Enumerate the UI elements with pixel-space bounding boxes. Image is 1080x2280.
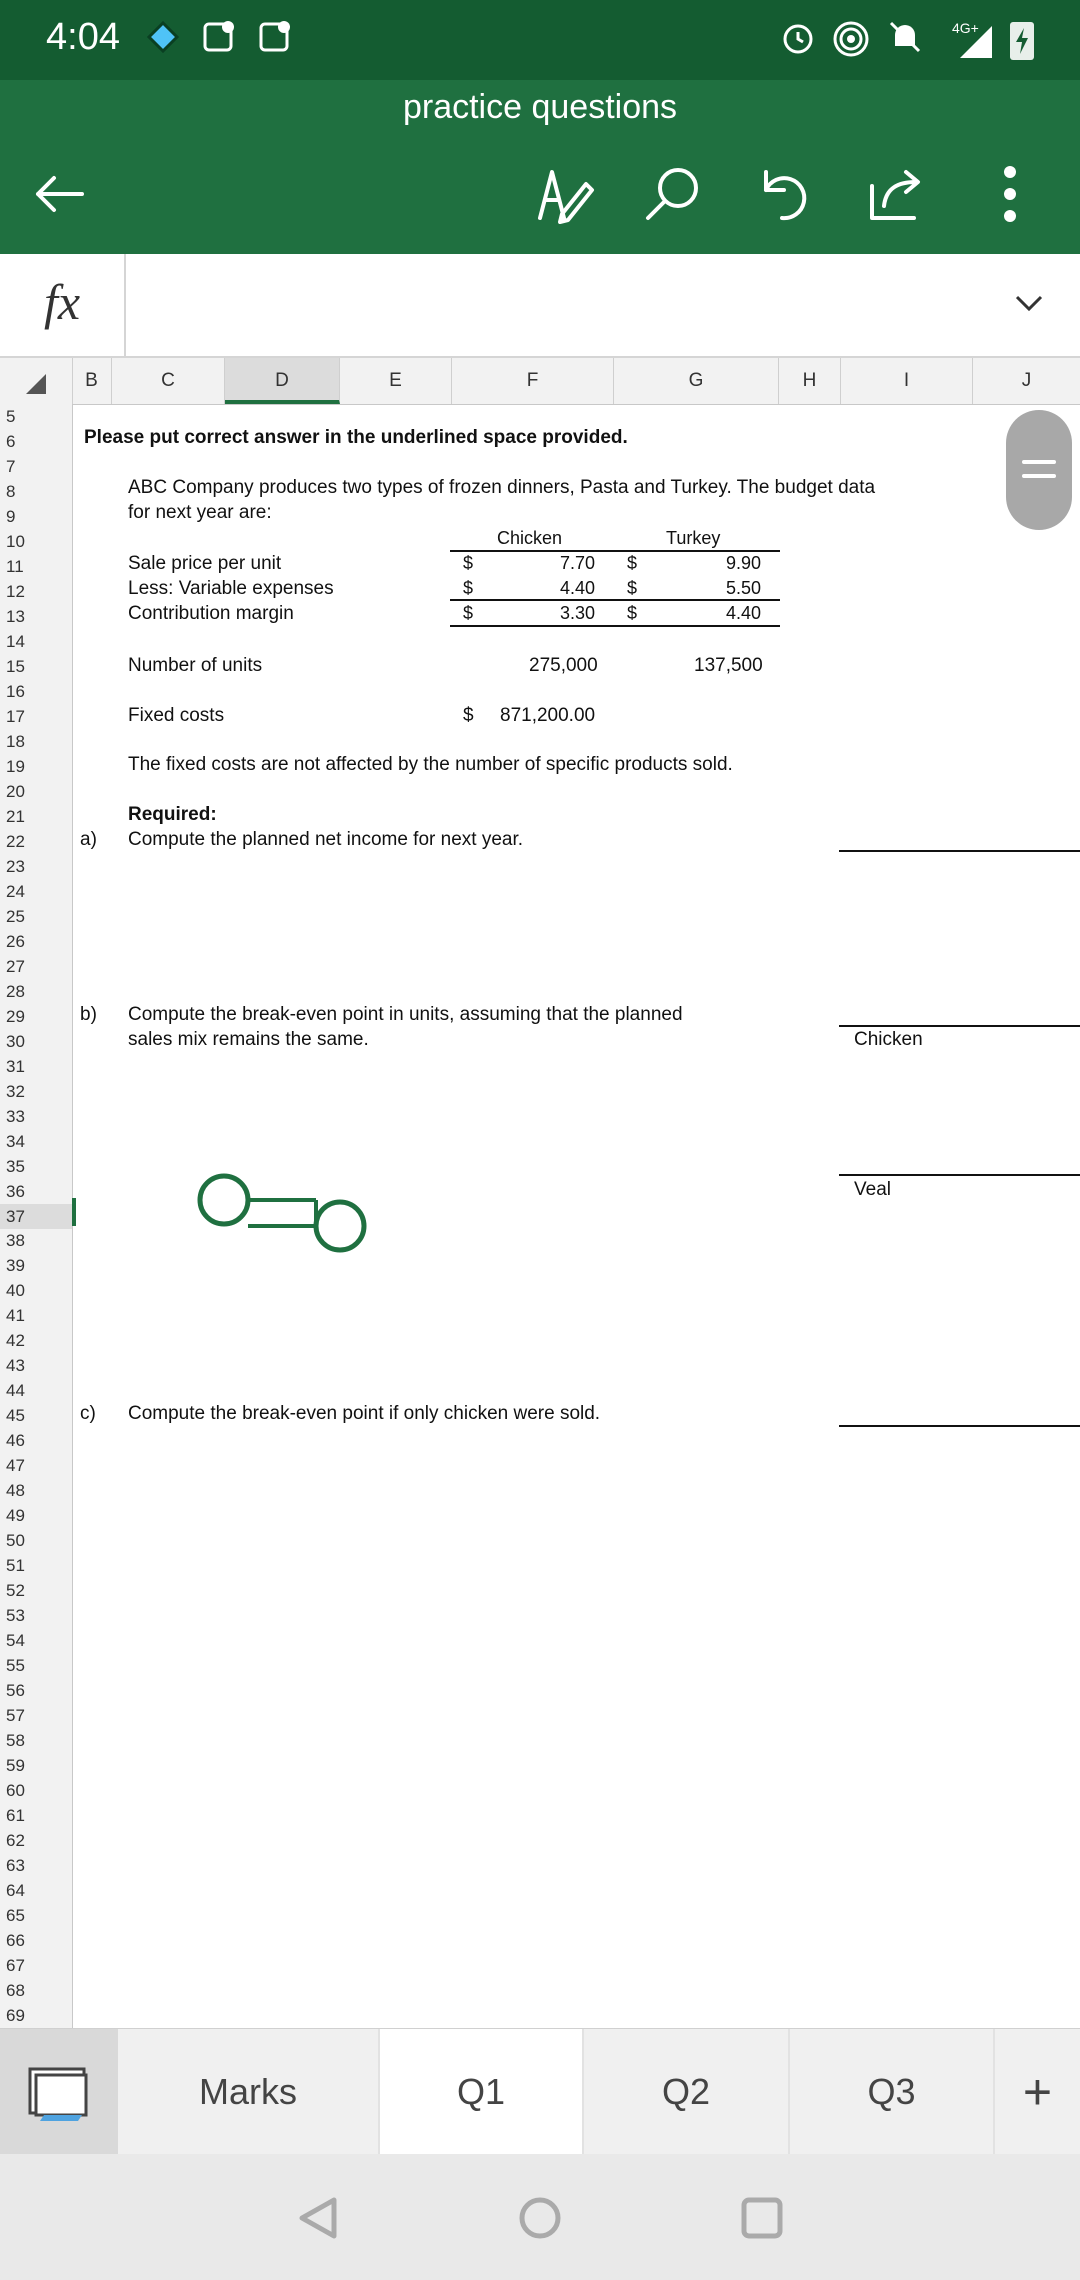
select-all-triangle-icon: [0, 358, 72, 404]
row-header-39[interactable]: 39: [6, 1256, 25, 1275]
row-header-62[interactable]: 62: [6, 1831, 25, 1850]
pen-icon[interactable]: [534, 162, 598, 226]
status-time: 4:04: [46, 16, 120, 58]
row-header-60[interactable]: 60: [6, 1781, 25, 1800]
row-header-57[interactable]: 57: [6, 1706, 25, 1725]
row-header-64[interactable]: 64: [6, 1881, 25, 1900]
row-header-22[interactable]: 22: [6, 832, 25, 851]
row-header-13[interactable]: 13: [6, 607, 25, 626]
active-row-indicator: [72, 1198, 76, 1226]
row-header-26[interactable]: 26: [6, 932, 25, 951]
document-title: practice questions: [402, 88, 678, 126]
dollar-var-chicken: $: [463, 578, 474, 598]
units-turkey: 137,500: [694, 655, 763, 676]
row-header-61[interactable]: 61: [6, 1806, 25, 1825]
row-header-37[interactable]: 37: [0, 1204, 72, 1229]
column-header-d[interactable]: D: [225, 358, 340, 404]
margin-underline: [450, 625, 780, 627]
row-header-42[interactable]: 42: [6, 1331, 25, 1350]
row-header-29[interactable]: 29: [6, 1007, 25, 1026]
maps-notification-icon-2: [258, 18, 294, 54]
answer-c-line[interactable]: [839, 1425, 1080, 1427]
dollar-var-turkey: $: [627, 578, 638, 598]
question-b-text-2: sales mix remains the same.: [128, 1029, 369, 1050]
required-heading: Required:: [128, 804, 217, 825]
row-header-66[interactable]: 66: [6, 1931, 25, 1950]
row-header-18[interactable]: 18: [6, 732, 25, 751]
app-bar: [0, 80, 1080, 254]
row-header-32[interactable]: 32: [6, 1082, 25, 1101]
variable-expense-chicken: 4.40: [560, 578, 596, 598]
row-header-40[interactable]: 40: [6, 1281, 25, 1300]
row-header-19[interactable]: 19: [6, 757, 25, 776]
row-header-50[interactable]: 50: [6, 1531, 25, 1550]
row-header-41[interactable]: 41: [6, 1306, 25, 1325]
sheet-tab-bar: [0, 2028, 1080, 2155]
row-header-24[interactable]: 24: [6, 882, 25, 901]
row-header-52[interactable]: 52: [6, 1581, 25, 1600]
row-header-5[interactable]: 5: [6, 407, 16, 426]
dollar-sale-chicken: $: [463, 553, 474, 573]
tab-q1[interactable]: Q1: [380, 2029, 584, 2155]
answer-b-veal-line[interactable]: [839, 1174, 1080, 1176]
status-bar: [0, 0, 1080, 80]
nav-recents-icon[interactable]: [738, 2194, 786, 2242]
row-header-51[interactable]: 51: [6, 1556, 25, 1575]
row-header-11[interactable]: 11: [6, 557, 24, 576]
row-header-48[interactable]: 48: [6, 1481, 25, 1500]
sync-diamond-icon: [146, 20, 180, 54]
row-header-36[interactable]: 36: [6, 1182, 25, 1201]
battery-charging-icon: [1008, 18, 1036, 62]
row-header-54[interactable]: 54: [6, 1631, 25, 1650]
label-sale-price: Sale price per unit: [128, 553, 282, 574]
row-header-21[interactable]: 21: [6, 807, 25, 826]
notifications-off-icon: [886, 18, 924, 56]
row-header-67[interactable]: 67: [6, 1956, 25, 1975]
back-arrow-icon[interactable]: [30, 164, 90, 224]
intro-line-2: for next year are:: [128, 502, 272, 523]
scroll-handle-grip-bottom: [1022, 474, 1056, 478]
sheet-list-button[interactable]: [0, 2029, 118, 2155]
answer-b-chicken-label: Chicken: [854, 1029, 923, 1050]
column-header-e[interactable]: E: [340, 358, 452, 404]
column-header-j[interactable]: J: [1021, 370, 1032, 391]
label-fixed-costs: Fixed costs: [128, 705, 225, 726]
row-header-17[interactable]: 17: [6, 707, 25, 726]
row-header-69[interactable]: 69: [6, 2006, 25, 2025]
alarm-icon: [780, 20, 816, 56]
row-header-28[interactable]: 28: [6, 982, 25, 1001]
row-header-12[interactable]: 12: [6, 582, 25, 601]
row-header-56[interactable]: 56: [6, 1681, 25, 1700]
column-header-b[interactable]: B: [72, 358, 112, 404]
add-sheet-button[interactable]: +: [995, 2029, 1080, 2155]
row-header-34[interactable]: 34: [6, 1132, 25, 1151]
row-header-10[interactable]: 10: [6, 532, 25, 551]
intro-line-1: ABC Company produces two types of frozen dinners, Pasta and Turkey. The budget data: [128, 477, 876, 498]
tab-q3[interactable]: Q3: [790, 2029, 995, 2155]
system-navigation-bar: [0, 2154, 1080, 2280]
dollar-sale-turkey: $: [627, 553, 638, 573]
chevron-down-icon[interactable]: [1014, 294, 1044, 314]
question-a-label: a): [80, 829, 97, 850]
column-header-c[interactable]: C: [112, 358, 225, 404]
column-header-g[interactable]: G: [614, 358, 779, 404]
row-header-55[interactable]: 55: [6, 1656, 25, 1675]
column-header-f[interactable]: F: [452, 358, 614, 404]
scroll-handle[interactable]: [1006, 410, 1072, 530]
sheets-icon: [0, 2029, 118, 2155]
row-header-45[interactable]: 45: [6, 1406, 25, 1425]
column-header-bar: [0, 358, 1080, 405]
row-header-8[interactable]: 8: [6, 482, 16, 501]
row-header-30[interactable]: 30: [6, 1032, 25, 1051]
tab-q2[interactable]: Q2: [584, 2029, 790, 2155]
row-header-33[interactable]: 33: [6, 1107, 25, 1126]
row-header-35[interactable]: 35: [6, 1157, 25, 1176]
fixed-costs-value: 871,200.00: [500, 705, 596, 726]
header-chicken: Chicken: [497, 528, 563, 548]
row-header-47[interactable]: 47: [6, 1456, 25, 1475]
tab-marks[interactable]: Marks: [118, 2029, 380, 2155]
nav-home-icon[interactable]: [516, 2194, 564, 2242]
row-header-68[interactable]: 68: [6, 1981, 25, 2000]
row-header-23[interactable]: 23: [6, 857, 25, 876]
variable-expense-turkey: 5.50: [726, 578, 762, 598]
row-header-31[interactable]: 31: [6, 1057, 25, 1076]
nav-back-icon[interactable]: [294, 2194, 342, 2242]
answer-b-chicken-line[interactable]: [839, 1025, 1080, 1027]
question-c-label: c): [80, 1403, 96, 1424]
row-header-53[interactable]: 53: [6, 1606, 25, 1625]
dollar-cm-chicken: $: [463, 603, 474, 623]
row-header-43[interactable]: 43: [6, 1356, 25, 1375]
maps-notification-icon: [202, 18, 238, 54]
variable-underline: [450, 599, 780, 601]
question-b-text-1: Compute the break-even point in units, assuming that the planned: [128, 1004, 683, 1025]
label-contribution-margin: Contribution margin: [128, 603, 294, 624]
row-header-27[interactable]: 27: [6, 957, 25, 976]
row-header-44[interactable]: 44: [6, 1381, 25, 1400]
row-header-46[interactable]: 46: [6, 1431, 25, 1450]
header-turkey: Turkey: [666, 528, 721, 548]
question-c-text: Compute the break-even point if only chicken were sold.: [128, 1403, 601, 1424]
contribution-margin-chicken: 3.30: [560, 603, 596, 623]
units-chicken: 275,000: [529, 655, 598, 676]
question-b-label: b): [80, 1004, 97, 1025]
row-header-9[interactable]: 9: [6, 507, 16, 526]
more-vert-icon[interactable]: [990, 164, 1030, 224]
row-header-25[interactable]: 25: [6, 907, 25, 926]
contribution-margin-turkey: 4.40: [726, 603, 762, 623]
header-underline: [450, 550, 780, 552]
row-header-15[interactable]: 15: [6, 657, 25, 676]
row-header-58[interactable]: 58: [6, 1731, 25, 1750]
row-header-20[interactable]: 20: [6, 782, 25, 801]
fx-label: fx: [0, 254, 126, 356]
signal-icon: [940, 22, 994, 60]
row-header-bar: [0, 404, 73, 2028]
formula-input[interactable]: [130, 254, 990, 356]
share-icon[interactable]: [864, 162, 928, 226]
select-all-corner[interactable]: [0, 358, 73, 404]
row-header-63[interactable]: 63: [6, 1856, 25, 1875]
undo-icon[interactable]: [752, 162, 816, 226]
label-number-of-units: Number of units: [128, 655, 263, 676]
dollar-fixed: $: [463, 705, 474, 726]
column-header-i[interactable]: I: [841, 358, 973, 404]
row-header-16[interactable]: 16: [6, 682, 25, 701]
answer-b-veal-label: Veal: [854, 1179, 891, 1200]
row-header-38[interactable]: 38: [6, 1231, 25, 1250]
search-icon[interactable]: [640, 162, 704, 226]
row-header-65[interactable]: 65: [6, 1906, 25, 1925]
hotspot-icon: [832, 20, 870, 58]
question-a-text: Compute the planned net income for next year.: [128, 829, 524, 850]
row-header-59[interactable]: 59: [6, 1756, 25, 1775]
sale-price-turkey: 9.90: [726, 553, 762, 573]
instruction-text: Please put correct answer in the underlined space provided.: [84, 427, 628, 448]
scroll-handle-grip-top: [1022, 460, 1056, 464]
label-variable-expenses: Less: Variable expenses: [128, 578, 334, 599]
row-header-6[interactable]: 6: [6, 432, 16, 451]
row-header-14[interactable]: 14: [6, 632, 25, 651]
row-header-7[interactable]: 7: [6, 457, 16, 476]
formula-bar: [0, 254, 1080, 358]
sale-price-chicken: 7.70: [560, 553, 596, 573]
selection-handle-icon[interactable]: [196, 1170, 368, 1258]
dollar-cm-turkey: $: [627, 603, 638, 623]
column-header-h[interactable]: H: [779, 358, 841, 404]
fixed-costs-note: The fixed costs are not affected by the number of specific products sold.: [128, 754, 733, 775]
network-type: 4G+: [952, 20, 979, 36]
answer-a-line[interactable]: [839, 850, 1080, 852]
row-header-49[interactable]: 49: [6, 1506, 25, 1525]
